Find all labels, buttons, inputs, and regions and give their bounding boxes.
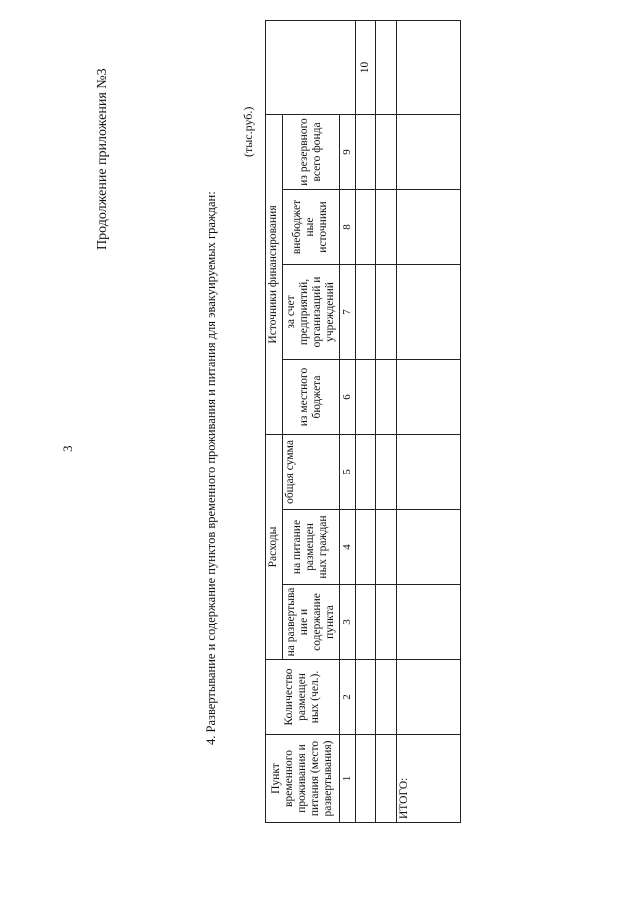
column-number: 6 [339,359,355,434]
column-number: 10 [355,20,376,114]
column-number: 4 [339,510,355,585]
header-blank [266,20,356,114]
column-number: 5 [339,434,355,509]
header-source-extrabudget: внебюджет ные источники [282,189,339,264]
header-source-reserve: из резервного всего фонда [282,114,339,189]
table-row [355,20,376,822]
column-number: 3 [339,585,355,660]
header-count: Количество размещен ных (чел.). [266,660,340,735]
header-expense-food: на питание размещен ных граждан [282,510,339,585]
header-expenses-group: Расходы [266,434,283,659]
appendix-title: Продолжение приложения №3 [95,68,110,250]
column-number: 8 [339,189,355,264]
column-number: 1 [339,735,355,823]
column-number: 9 [339,114,355,189]
header-point: Пункт временного проживания и питания (место развертывания) [266,735,340,823]
total-row [397,20,461,822]
expenses-table [265,20,461,823]
section-heading: 4. Развертывание и содержание пунктов временного проживания и питания для эвакуируемых граждан: [204,191,218,745]
header-source-local-budget: из местного бюджета [282,359,339,434]
column-number: 2 [339,660,355,735]
header-expense-deploy: на развертыва ние и содержание пункта [282,585,339,660]
units-label: (тыс.руб.) [241,106,255,157]
table-row [376,20,397,822]
header-sources-group: Источники финансирования [266,114,283,434]
header-expense-total: общая сумма [282,434,339,509]
header-source-enterprises: за счет предприятий, организаций и учреждений [282,264,339,359]
total-label: ИТОГО: [397,735,461,823]
column-number: 7 [339,264,355,359]
page-number: 3 [60,445,75,452]
